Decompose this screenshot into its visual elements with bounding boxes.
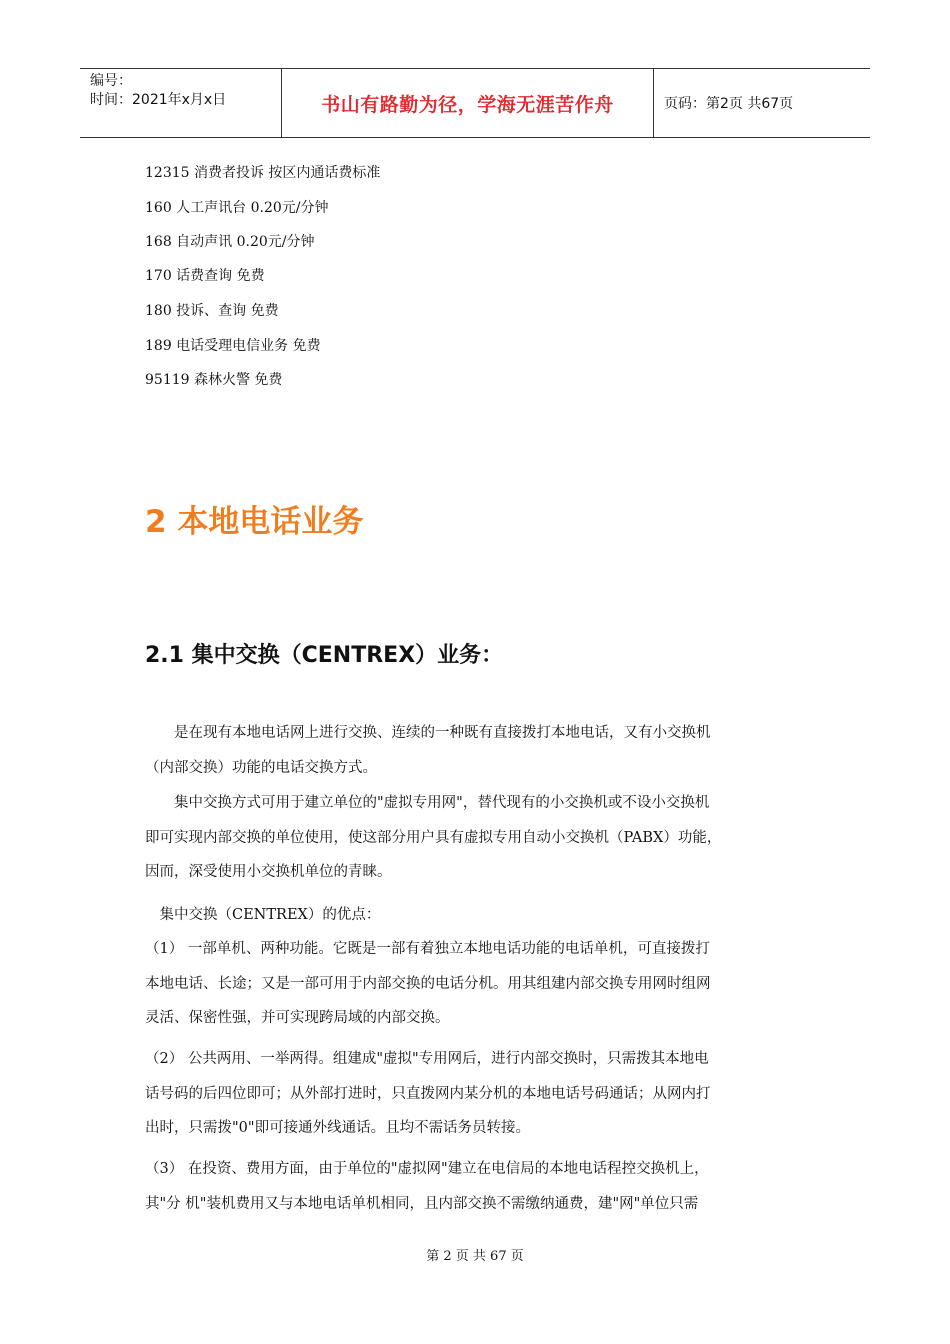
service-line: 180 投诉、查询 免费 [145,303,279,319]
header-meta [80,69,282,137]
paragraph-line: 出时，只需拨"0"即可接通外线通话。且均不需话务员转接。 [145,1120,531,1137]
paragraph-advantages-title [145,898,805,933]
service-line: 95119 森林火警 免费 [145,372,283,388]
service-line: 12315 消费者投诉 按区内通话费标准 [145,165,381,181]
header-time-label: 时间：2021年x月x日 [90,92,227,108]
page-header [80,68,870,138]
paragraph-line: （1） 一部单机、两种功能。它既是一部有着独立本地电话功能的电话单机，可直接拨打 [145,941,710,957]
paragraph-line: 是在现有本地电话网上进行交换、连续的一种既有直接拨打本地电话，又有小交换机 [145,725,711,741]
paragraph-line: （内部交换）功能的电话交换方式。 [145,759,377,776]
paragraph-line: 即可实现内部交换的单位使用，使这部分用户具有虚拟专用自动小交换机（PABX）功能， [145,829,722,846]
page-footer: 第 2 页 共 67 页 [426,1249,524,1264]
service-line: 170 话费查询 免费 [145,268,265,284]
paragraph-line: 其"分 机"装机费用又与本地电话单机相同，且内部交换不需缴纳通费，建"网"单位只需 [145,1195,699,1212]
header-number-label: 编号： [90,73,132,89]
paragraph-line: 因而，深受使用小交换机单位的青睐。 [145,864,392,881]
paragraph-advantage-1 [145,932,805,1036]
section-heading: 2 本地电话业务 [145,504,364,540]
subsection-heading: 2.1 集中交换（CENTREX）业务： [145,643,504,668]
paragraph-line: 灵活、保密性强，并可实现跨局域的内部交换。 [145,1010,450,1027]
header-motto: 书山有路勤为径，学海无涯苦作舟 [282,69,654,137]
paragraph-intro [145,716,805,785]
service-line: 189 电话受理电信业务 免费 [145,338,321,354]
paragraph-line: 本地电话、长途；又是一部可用于内部交换的电话分机。用其组建内部交换专用网时组网 [145,975,711,992]
service-line: 160 人工声讯台 0.20元/分钟 [145,200,329,216]
paragraph-advantage-3 [145,1152,805,1221]
paragraph-line: 集中交换（CENTREX）的优点： [145,907,381,923]
header-page-info: 页码：第2页 共67页 [664,96,794,112]
paragraph-line: 话号码的后四位即可；从外部打进时，只直拨网内某分机的本地电话号码通话；从网内打 [145,1085,711,1102]
paragraph-advantage-2 [145,1042,805,1146]
paragraph-line: 集中交换方式可用于建立单位的"虚拟专用网"，替代现有的小交换机或不设小交换机 [145,795,710,811]
paragraph-line: （3） 在投资、费用方面，由于单位的"虚拟网"建立在电信局的本地电话程控交换机上， [145,1161,709,1177]
service-line: 168 自动声讯 0.20元/分钟 [145,234,315,250]
paragraph-line: （2） 公共两用、一举两得。组建成"虚拟"专用网后，进行内部交换时，只需拨其本地电 [145,1051,709,1067]
paragraph-virtual-network [145,786,805,890]
